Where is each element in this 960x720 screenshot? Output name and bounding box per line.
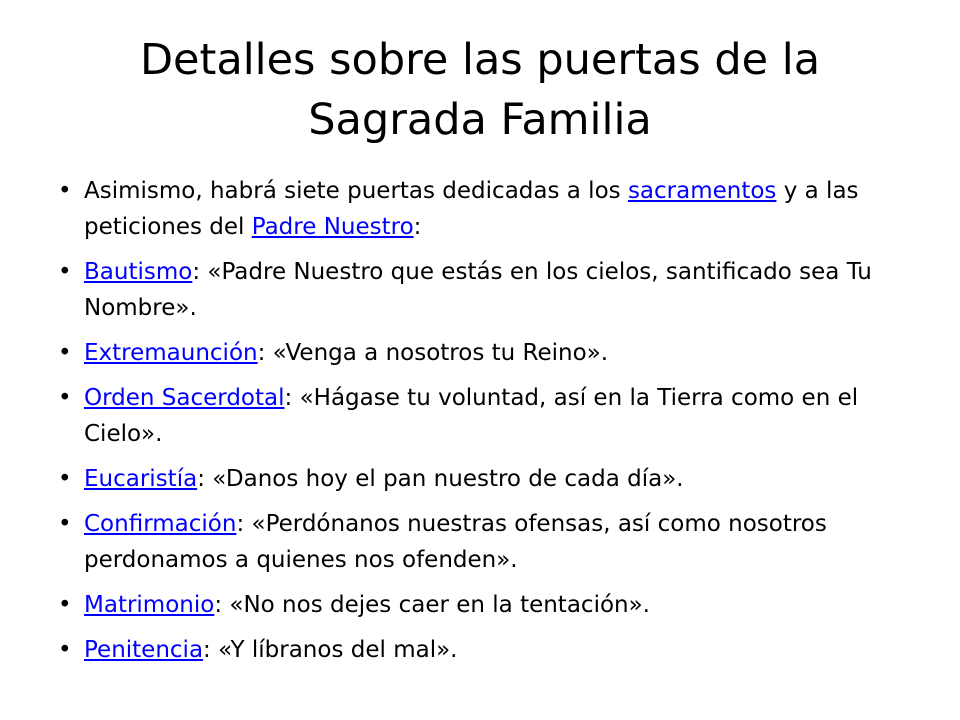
confirmacion-text: : «Perdónanos nuestras ofensas, así como nosotros perdonamos a quienes nos ofenden». [84,511,827,573]
bullet-item-extremauncion [58,335,908,371]
intro-text-tail: : [413,214,422,240]
slide-title: Detalles sobre las puertas de la Sagrada Familia [139,35,821,145]
bullet-item-penitencia [58,632,908,668]
penitencia-link[interactable]: Penitencia [84,637,204,663]
bullet-item-bautismo [58,254,908,326]
penitencia-text: : «Y líbranos del mal». [203,637,458,663]
bullet-item-matrimonio [58,587,908,623]
bautismo-link[interactable]: Bautismo [84,259,193,285]
confirmacion-link[interactable]: Confirmación [84,511,237,537]
extremauncion-text: : «Venga a nosotros tu Reino». [257,340,609,366]
bautismo-text: : «Padre Nuestro que estás en los cielos, santificado sea Tu Nombre». [84,259,872,321]
matrimonio-text: : «No nos dejes caer en la tentación». [214,592,650,618]
orden-sacerdotal-link[interactable]: Orden Sacerdotal [84,385,285,411]
intro-text-lead: Asimismo, habrá siete puertas dedicadas a los [84,178,628,204]
padre-nuestro-link[interactable]: Padre Nuestro [251,214,414,240]
bullet-item-intro [58,173,908,245]
bullet-list [58,173,908,677]
matrimonio-link[interactable]: Matrimonio [84,592,215,618]
bullet-item-confirmacion [58,506,908,578]
intro-text-mid: y a las peticiones del [84,178,859,240]
bullet-item-eucaristia [58,461,908,497]
eucaristia-link[interactable]: Eucaristía [84,466,198,492]
bullet-item-orden-sacerdotal [58,380,908,452]
eucaristia-text: : «Danos hoy el pan nuestro de cada día». [197,466,684,492]
sacramentos-link[interactable]: sacramentos [627,178,777,204]
extremauncion-link[interactable]: Extremaunción [84,340,258,366]
orden-sacerdotal-text: : «Hágase tu voluntad, así en la Tierra como en el Cielo». [84,385,859,447]
